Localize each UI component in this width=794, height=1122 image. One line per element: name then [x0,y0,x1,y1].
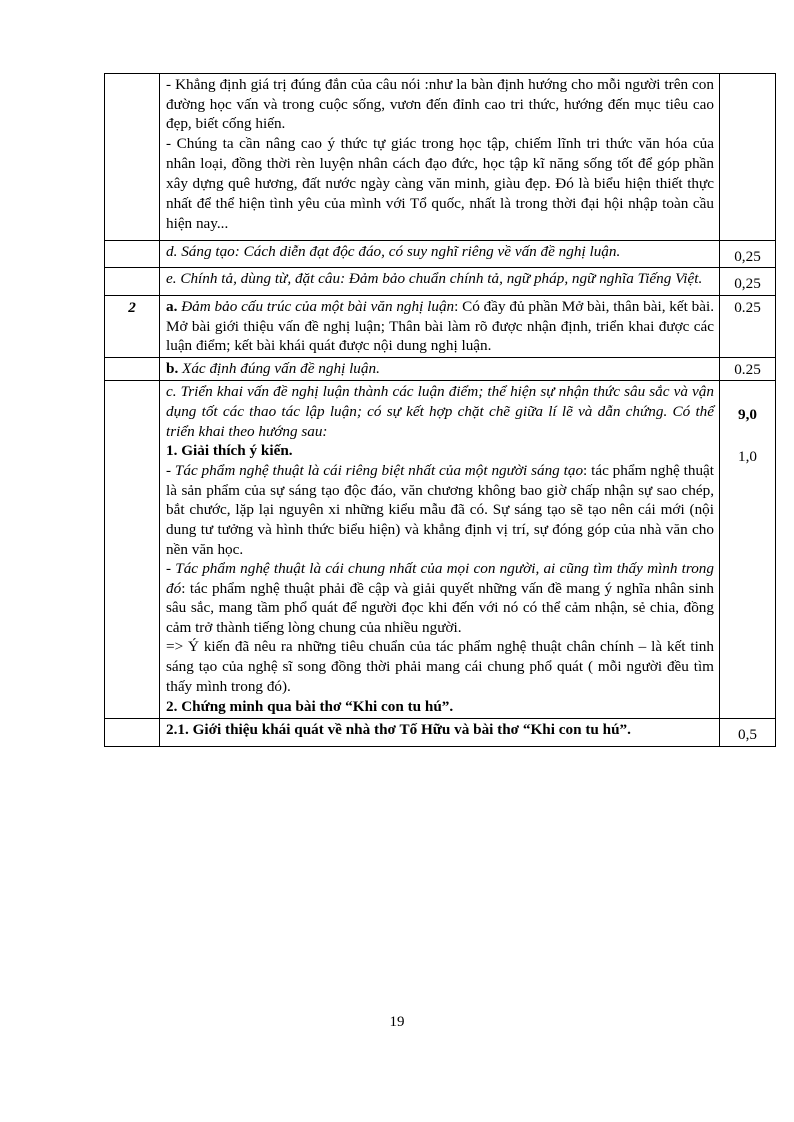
answer-content-cell: 2.1. Giới thiệu khái quát về nhà thơ Tố Hữu và bài thơ “Khi con tu hú”. [160,719,720,747]
score-main: 9,0 [738,406,757,424]
question-number-cell [105,240,160,268]
item-label-text: Đảm bảo cấu trúc của một bài văn nghị luận [181,297,455,315]
answer-content-cell: e. Chính tả, dùng từ, đặt câu: Đảm bảo chuẩn chính tả, ngữ pháp, ngữ nghĩa Tiếng Việt. [160,268,720,296]
answer-content-cell [160,74,720,241]
table-row [105,719,776,747]
table-row [105,357,776,381]
paragraph-text: : tác phẩm nghệ thuật phải đề cập và giải quyết những vấn đề mang ý nghĩa nhân sinh sâu sắc, mang tầm phổ quát để người đọc khi đến với nó có thể cảm nhận, sẻ chia, đồng cảm trở thành tiếng lòng chung của nhiều người. [166,579,714,636]
question-number-cell [105,268,160,296]
criterion-intro: c. Triển khai vấn đề nghị luận thành các luận điểm; thể hiện sự nhận thức sâu sắc và vận dụng tốt các thao tác lập luận; có sự kết hợp chặt chẽ giữa lí lẽ và dẫn chứng. Có thể triển khai theo hướng sau: [166,383,714,440]
answer-paragraph: => Ý kiến đã nêu ra những tiêu chuẩn của tác phẩm nghệ thuật chân chính – là kết tinh sáng tạo của nghệ sĩ song đồng thời phải mang cái chung phổ quát ( mỗi người đều tìm thấy mình trong đó). [166,638,714,696]
score-cell: 0,25 [720,240,776,268]
answer-content-cell [160,357,720,381]
score-cell: 0,5 [720,719,776,747]
paragraph-lead: - Tác phẩm nghệ thuật là cái chung nhất của mọi con người, ai cũng tìm thấy mình trong đó [166,560,714,597]
answer-paragraph [166,461,714,559]
answer-paragraph: - Khẳng định giá trị đúng đắn của câu nói :như la bàn định hướng cho mỗi người trên con đường học vấn và trong cuộc sống, vươn đến đỉnh cao tri thức, hướng đến mục tiêu cao đẹp, biết cống hiến. [166,76,714,133]
answer-content-cell [160,381,720,719]
answer-content-cell [160,295,720,357]
score-cell: 0,25 [720,268,776,296]
score-cell [720,74,776,241]
table-row [105,268,776,296]
grading-table [104,73,776,747]
question-number-cell [105,381,160,719]
page-number: 19 [389,1014,405,1030]
paragraph-lead: - Tác phẩm nghệ thuật là cái riêng biệt nhất của một người sáng tạo [166,462,584,480]
score-sub: 1,0 [738,448,757,466]
section-heading: 1. Giải thích ý kiến. [166,442,293,460]
table-row [105,74,776,241]
item-label: a. [166,297,178,315]
answer-paragraph: - Chúng ta cần nâng cao ý thức tự giác trong học tập, chiếm lĩnh tri thức văn hóa của nhân loại, đồng thời rèn luyện nhân cách đạo đức, học tập kĩ năng sống tốt để góp phần xây dựng quê hương, đất nước ngày càng văn minh, giàu đẹp. Đó là biểu hiện thiết thực nhất để thể hiện tình yêu của mình với Tổ quốc, nhất là trong thời đại hội nhập toàn cầu hiện nay... [166,134,714,232]
question-number-cell [105,74,160,241]
answer-content-cell: d. Sáng tạo: Cách diễn đạt độc đáo, có suy nghĩ riêng về vấn đề nghị luận. [160,240,720,268]
question-number-cell: 2 [105,295,160,357]
table-row [105,295,776,357]
question-number-cell [105,357,160,381]
item-label: b. [166,359,179,377]
score-cell: 0.25 [720,295,776,357]
score-cell [720,381,776,719]
section-heading: 2. Chứng minh qua bài thơ “Khi con tu hú”. [166,698,454,716]
paragraph-text: : tác phẩm nghệ thuật là sản phẩm của sự sáng tạo độc đáo, văn chương không bao giờ chấp nhận sự sao chép, bắt chước, lặp lại nguyên xi những kiểu mẫu đã có. Sự sáng tạo sẽ tạo nên cái mới (nội dung tư tưởng và hình thức biểu hiện) và khẳng định vị trí, sự đóng góp của nhà văn cho nền văn học. [166,462,714,558]
item-text: : Có đầy đủ phần Mở bài, thân bài, kết bài. Mở bài giới thiệu vấn đề nghị luận; Thân bài làm rõ được nhận định, triển khai được các luận điểm; kết bài khái quát được nội dung nghị luận. [166,297,714,355]
table-row [105,240,776,268]
answer-paragraph [166,559,714,637]
score-cell: 0.25 [720,357,776,381]
question-number-cell [105,719,160,747]
table-row [105,381,776,719]
item-text: Xác định đúng vấn đề nghị luận. [182,359,380,377]
